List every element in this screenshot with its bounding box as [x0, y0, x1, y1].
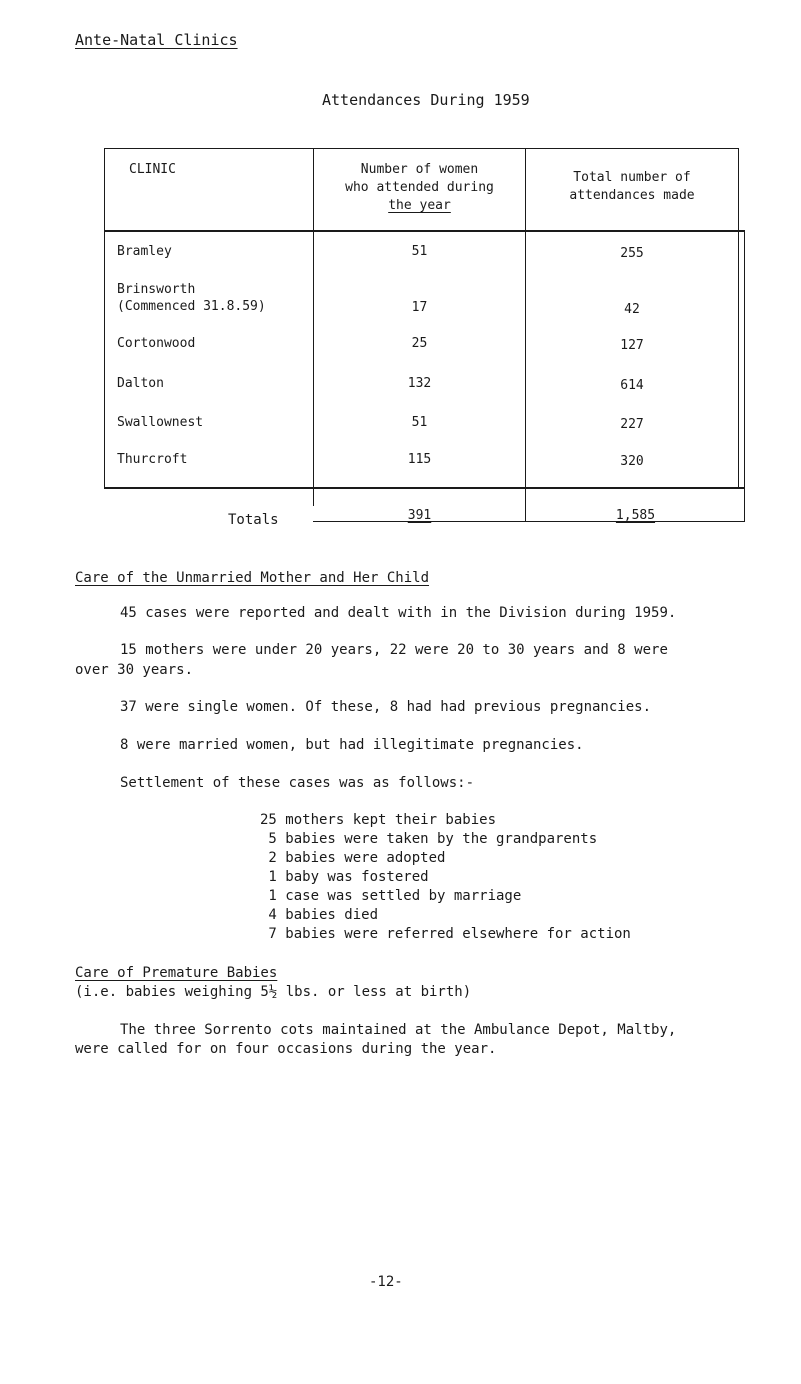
premature-paragraph-line2: were called for on four occasions during the year.: [75, 1041, 497, 1057]
totals-right-border: [744, 230, 745, 522]
attendance-count: 127: [620, 338, 644, 353]
clinic-name: Cortonwood: [117, 336, 196, 351]
header-women-line2: who attended during: [345, 180, 494, 195]
totals-label: Totals: [228, 512, 279, 528]
women-count: 17: [411, 300, 428, 315]
premature-paragraph-line1: The three Sorrento cots maintained at the Ambulance Depot, Maltby,: [120, 1022, 677, 1038]
header-clinic: CLINIC: [129, 162, 176, 177]
clinic-note: (Commenced 31.8.59): [117, 299, 266, 314]
women-count: 132: [407, 376, 432, 391]
attendance-count: 42: [624, 302, 640, 317]
settlement-item: 1 baby was fostered: [260, 869, 429, 885]
attendance-count: 320: [620, 454, 644, 469]
header-divider: [104, 230, 744, 232]
table-right-border: [738, 148, 739, 488]
unmarried-paragraph-2-line1: 15 mothers were under 20 years, 22 were 20 to 30 years and 8 were: [120, 642, 668, 658]
settlement-item: 5 babies were taken by the grandparents: [260, 831, 598, 847]
totals-women: 391: [407, 508, 432, 523]
premature-heading: Care of Premature Babies: [75, 965, 278, 981]
settlement-item: 25 mothers kept their babies: [260, 812, 497, 828]
clinic-name: Bramley: [117, 244, 172, 259]
attendance-count: 227: [620, 417, 644, 432]
unmarried-paragraph-2-line2: over 30 years.: [75, 662, 194, 678]
attendance-count: 255: [620, 246, 644, 261]
settlement-item: 1 case was settled by marriage: [260, 888, 522, 904]
clinic-name: Dalton: [117, 376, 164, 391]
women-count: 115: [407, 452, 432, 467]
section-title: Ante-Natal Clinics: [75, 31, 238, 49]
header-attendances-line1: Total number of: [573, 170, 691, 185]
table-bottom-border: [104, 487, 745, 489]
table-left-border: [104, 148, 105, 488]
header-attendances-line2: attendances made: [569, 188, 695, 203]
totals-attendances: 1,585: [615, 508, 656, 523]
women-count: 51: [411, 244, 428, 259]
header-women-line1: Number of women: [360, 162, 479, 177]
unmarried-paragraph-3: 37 were single women. Of these, 8 had had previous pregnancies.: [120, 699, 652, 715]
clinic-name: Thurcroft: [117, 452, 188, 467]
attendance-count: 614: [620, 378, 644, 393]
unmarried-heading: Care of the Unmarried Mother and Her Child: [75, 570, 430, 586]
settlement-item: 7 babies were referred elsewhere for action: [260, 926, 631, 942]
page-number: -12-: [369, 1274, 403, 1290]
settlement-item: 2 babies were adopted: [260, 850, 446, 866]
unmarried-paragraph-5: Settlement of these cases was as follows:-: [120, 775, 475, 791]
header-women-line3: the year: [388, 198, 451, 213]
unmarried-paragraph-4: 8 were married women, but had illegitimate pregnancies.: [120, 737, 584, 753]
clinic-name: Brinsworth: [117, 282, 196, 297]
unmarried-paragraph-1: 45 cases were reported and dealt with in the Division during 1959.: [120, 605, 677, 621]
premature-subheading: (i.e. babies weighing 5½ lbs. or less at birth): [75, 984, 472, 1000]
table-title: Attendances During 1959: [322, 91, 530, 109]
women-count: 25: [411, 336, 428, 351]
clinic-name: Swallownest: [117, 415, 204, 430]
table-top-border: [104, 148, 739, 149]
settlement-item: 4 babies died: [260, 907, 379, 923]
women-count: 51: [411, 415, 428, 430]
